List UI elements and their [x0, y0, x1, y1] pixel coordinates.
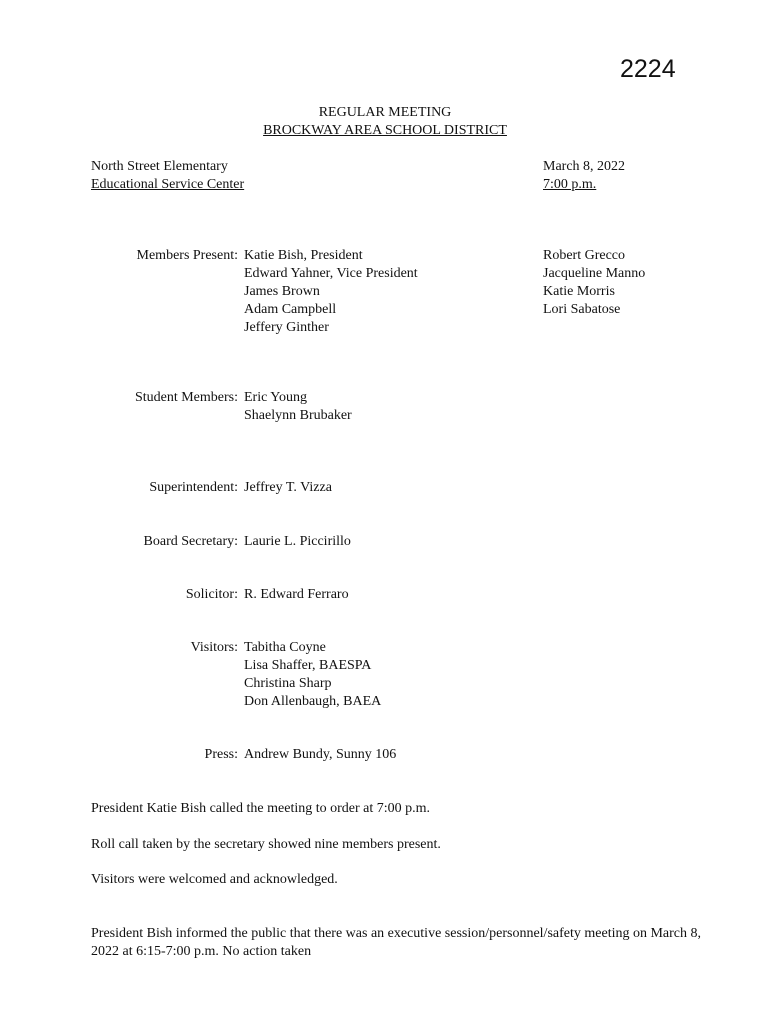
- paragraph-roll-call: Roll call taken by the secretary showed nine members present.: [91, 837, 441, 852]
- location-line1: North Street Elementary: [91, 159, 228, 174]
- member-name: Jeffery Ginther: [244, 320, 329, 335]
- member-name: Robert Grecco: [543, 248, 626, 263]
- visitor-name: Don Allenbaugh, BAEA: [244, 694, 382, 709]
- members-present-label: Members Present:: [136, 248, 238, 263]
- visitor-name: Tabitha Coyne: [244, 640, 326, 655]
- paragraph-executive-session: President Bish informed the public that there was an executive session/personnel/safety meeting on March 8, 2022 at 6:15-7:00 p.m. No action taken: [91, 926, 702, 959]
- member-name: Adam Campbell: [244, 302, 337, 317]
- member-name: Edward Yahner, Vice President: [244, 266, 418, 281]
- meeting-title: REGULAR MEETING: [318, 105, 452, 120]
- visitor-name: Lisa Shaffer, BAESPA: [244, 658, 372, 673]
- board-secretary-name: Laurie L. Piccirillo: [244, 534, 351, 549]
- member-name: Katie Morris: [543, 284, 615, 299]
- member-name: Lori Sabatose: [543, 302, 621, 317]
- student-members-label: Student Members:: [134, 390, 238, 405]
- superintendent-label: Superintendent:: [149, 480, 238, 495]
- paragraph-call-to-order: President Katie Bish called the meeting to order at 7:00 p.m.: [91, 801, 431, 816]
- board-secretary-label: Board Secretary:: [143, 534, 238, 549]
- members-present-col2: [543, 247, 645, 319]
- member-name: James Brown: [244, 284, 320, 299]
- visitors-label: Visitors:: [190, 640, 238, 655]
- page-number: 2224: [620, 55, 676, 83]
- solicitor-label: Solicitor:: [185, 587, 238, 602]
- visitor-name: Christina Sharp: [244, 676, 332, 691]
- district-name: BROCKWAY AREA SCHOOL DISTRICT: [263, 123, 507, 138]
- member-name: Katie Bish, President: [244, 248, 363, 263]
- superintendent-name: Jeffrey T. Vizza: [244, 480, 332, 495]
- press-name: Andrew Bundy, Sunny 106: [244, 747, 397, 762]
- student-members-list: [244, 389, 352, 425]
- meeting-date: March 8, 2022: [543, 159, 626, 174]
- visitors-list: [244, 639, 381, 711]
- location-line2: Educational Service Center: [91, 177, 245, 192]
- student-name: Shaelynn Brubaker: [244, 408, 352, 423]
- member-name: Jacqueline Manno: [543, 266, 646, 281]
- solicitor-name: R. Edward Ferraro: [244, 587, 349, 602]
- press-label: Press:: [204, 747, 238, 762]
- meeting-time: 7:00 p.m.: [543, 177, 597, 192]
- student-name: Eric Young: [244, 390, 308, 405]
- members-present-col1: [244, 247, 418, 337]
- paragraph-visitors: Visitors were welcomed and acknowledged.: [91, 872, 338, 887]
